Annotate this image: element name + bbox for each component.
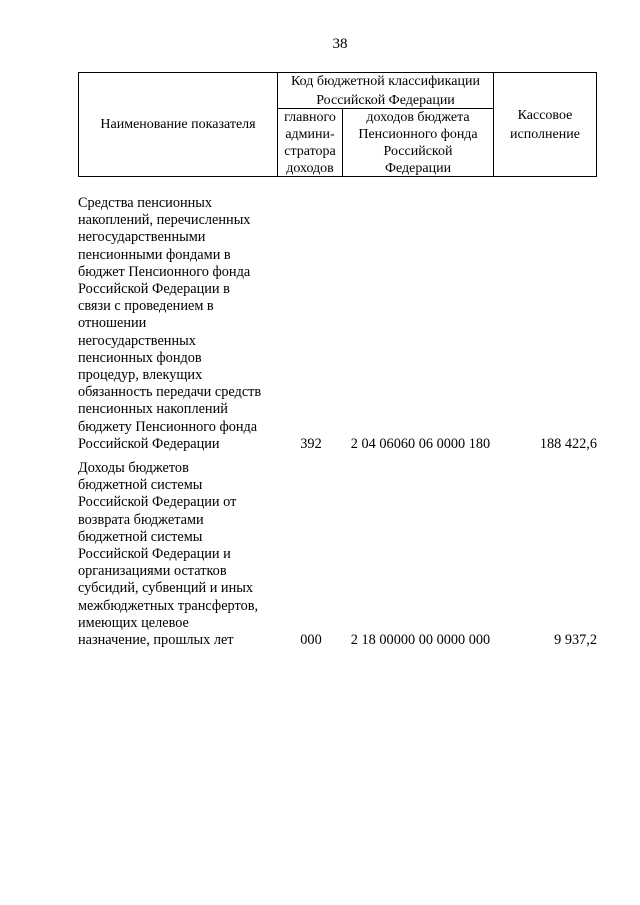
header-indicator-name: Наименование показателя bbox=[100, 117, 256, 132]
header-admin-line-4: доходов bbox=[286, 160, 334, 176]
row-budget-code: 2 18 00000 00 0000 000 bbox=[350, 632, 491, 649]
header-main-administrator bbox=[278, 109, 342, 176]
header-execution-line-2: исполнение bbox=[510, 126, 580, 142]
header-income-line-2: Пенсионного фонда bbox=[358, 126, 478, 142]
header-cash-execution bbox=[494, 73, 596, 176]
table-header bbox=[78, 72, 597, 177]
header-admin-line-1: главного bbox=[284, 109, 336, 125]
header-code-group-line-2: Российской Федерации bbox=[316, 92, 455, 108]
row-amount: 188 422,6 bbox=[539, 435, 597, 452]
header-execution-line-1: Кассовое bbox=[517, 107, 573, 123]
row-admin-code: 392 bbox=[300, 435, 322, 452]
page-number: 38 bbox=[332, 36, 348, 52]
table-row bbox=[78, 460, 597, 649]
row-admin-code: 000 bbox=[300, 632, 322, 649]
header-income-line-1: доходов бюджета bbox=[366, 109, 470, 125]
table-body bbox=[78, 195, 597, 649]
row-indicator-name: Доходы бюджетов бюджетной системы Российской Федерации от возврата бюджетами бюджетной системы Российской Федерации и организациями остатков субсидий, субвенций и иных межбюджетных трансфертов, имеющих целевое назначение, прошлых лет bbox=[78, 460, 259, 649]
row-budget-code: 2 04 06060 06 0000 180 bbox=[350, 435, 491, 452]
header-budget-code-group bbox=[278, 73, 493, 108]
header-admin-line-3: стратора bbox=[284, 143, 336, 159]
table-row bbox=[78, 195, 597, 453]
header-admin-line-2: админи- bbox=[285, 126, 335, 142]
header-income-line-3: Российской bbox=[383, 143, 453, 159]
header-pension-fund-income bbox=[343, 109, 493, 176]
header-income-line-4: Федерации bbox=[384, 160, 452, 176]
row-amount: 9 937,2 bbox=[554, 632, 597, 649]
row-indicator-name: Средства пенсионных накоплений, перечисленных негосударственными пенсионными фондами в бюджет Пенсионного фонда Российской Федерации в связи с проведением в отношении негосударственных пенсионных фондов процедур, влекущих обязанность передачи средств пенсионных накоплений бюджету Пенсионного фонда Российской Федерации bbox=[78, 195, 262, 452]
header-code-group-line-1: Код бюджетной классификации bbox=[291, 73, 480, 89]
